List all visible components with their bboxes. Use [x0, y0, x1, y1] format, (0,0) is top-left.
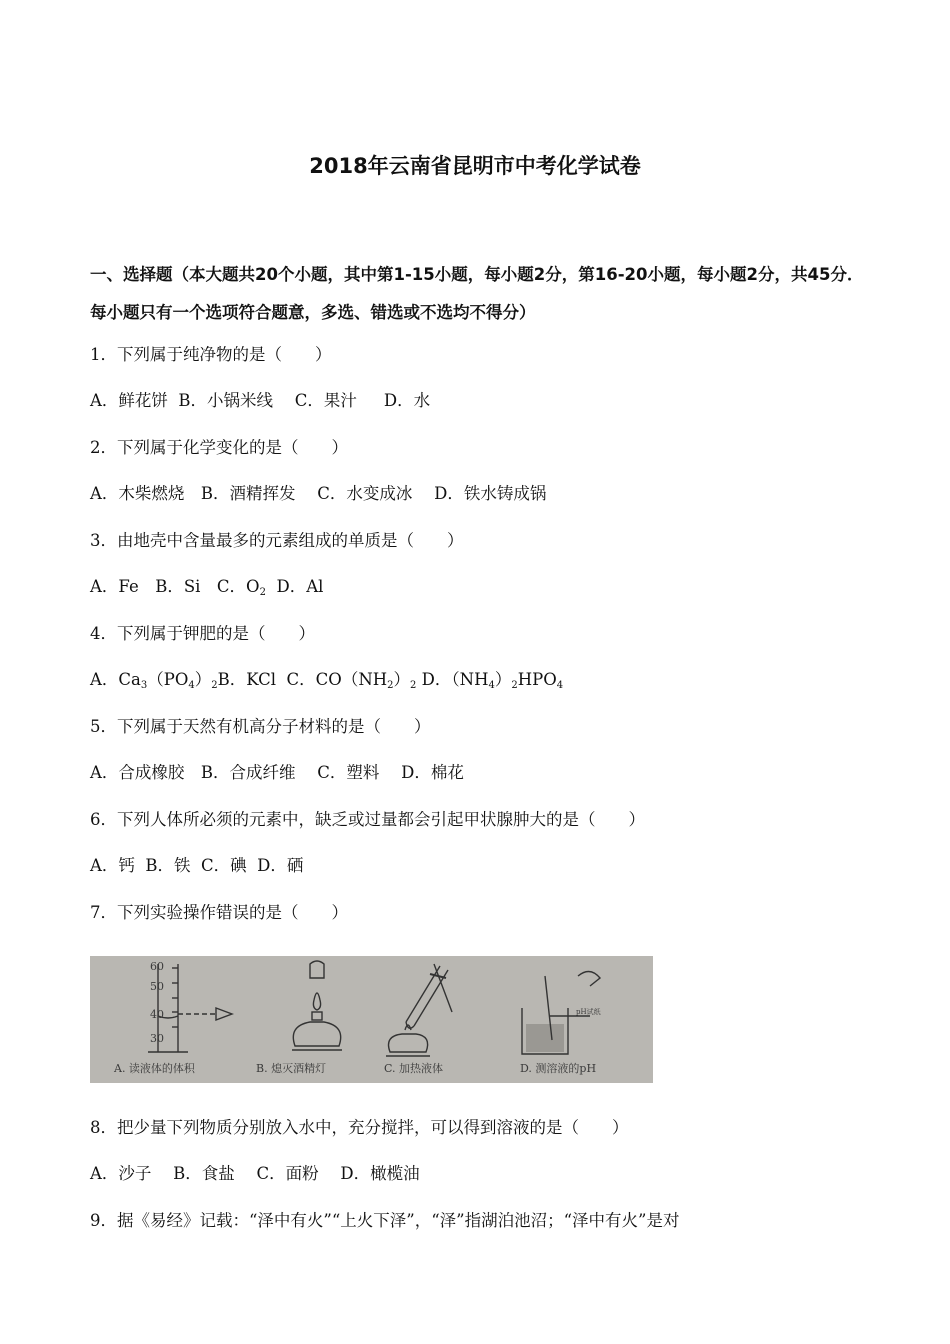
scale-label-30: 30 [150, 1032, 164, 1045]
question-3-options: A．Fe B．Si C．$O_2$ D．Al [90, 577, 324, 598]
lab-operations-figure [90, 956, 653, 1083]
scale-label-50: 50 [150, 980, 164, 993]
question-4-stem: 4．下列属于钾肥的是（ ） [90, 624, 315, 643]
section-heading: 一、选择题（本大题共20个小题，其中第1-15小题，每小题2分，第16-20小题，每小题2分，共45分．每小题只有一个选项符合题意，多选、错选或不选均不得分） [90, 265, 864, 322]
question-5-stem: 5．下列属于天然有机高分子材料的是（ ） [90, 717, 431, 736]
question-2-options: A．木柴燃烧 B．酒精挥发 C．水变成冰 D．铁水铸成锅 [90, 484, 547, 503]
question-1-options: A．鲜花饼 B．小锅米线 C．果汁 D．水 [90, 391, 431, 410]
lab-operations-illustration [90, 956, 653, 1083]
question-7-stem: 7．下列实验操作错误的是（ ） [90, 903, 348, 922]
ph-paper-label: pH试纸 [576, 1008, 601, 1016]
caption-c: C. 加热液体 [384, 1062, 444, 1075]
question-8-options: A．沙子 B．食盐 C．面粉 D．橄榄油 [90, 1164, 420, 1183]
heating-test-tube-icon [386, 964, 452, 1056]
question-8-stem: 8．把少量下列物质分别放入水中，充分搅拌，可以得到溶液的是（ ） [90, 1118, 629, 1137]
question-1-stem: 1．下列属于纯净物的是（ ） [90, 345, 332, 364]
question-2-stem: 2．下列属于化学变化的是（ ） [90, 438, 348, 457]
caption-a: A. 读液体的体积 [114, 1062, 195, 1075]
caption-b: B. 熄灭酒精灯 [256, 1062, 327, 1075]
question-9-stem: 9．据《易经》记载：“泽中有火”“上火下泽”，“泽”指湖泊池沼；“泽中有火”是对 [90, 1211, 680, 1230]
question-6-stem: 6．下列人体所必须的元素中，缺乏或过量都会引起甲状腺肿大的是（ ） [90, 810, 645, 829]
scale-label-40: 40 [150, 1008, 164, 1021]
question-5-options: A．合成橡胶 B．合成纤维 C．塑料 D．棉花 [90, 763, 464, 782]
page-title: 2018年云南省昆明市中考化学试卷 [309, 154, 641, 178]
question-6-options: A．钙 B．铁 C．碘 D．硒 [90, 856, 304, 875]
alcohol-lamp-icon [292, 961, 342, 1050]
scale-label-60: 60 [150, 960, 164, 973]
question-3-stem: 3．由地壳中含量最多的元素组成的单质是（ ） [90, 531, 464, 550]
caption-d: D. 测溶液的pH [520, 1062, 597, 1075]
question-4-options: A．$Ca_3(PO_4)_2B$．KCl C．$CO(NH_2)_2$ D．$(NH_4)_2HPO_4$ [90, 670, 564, 691]
